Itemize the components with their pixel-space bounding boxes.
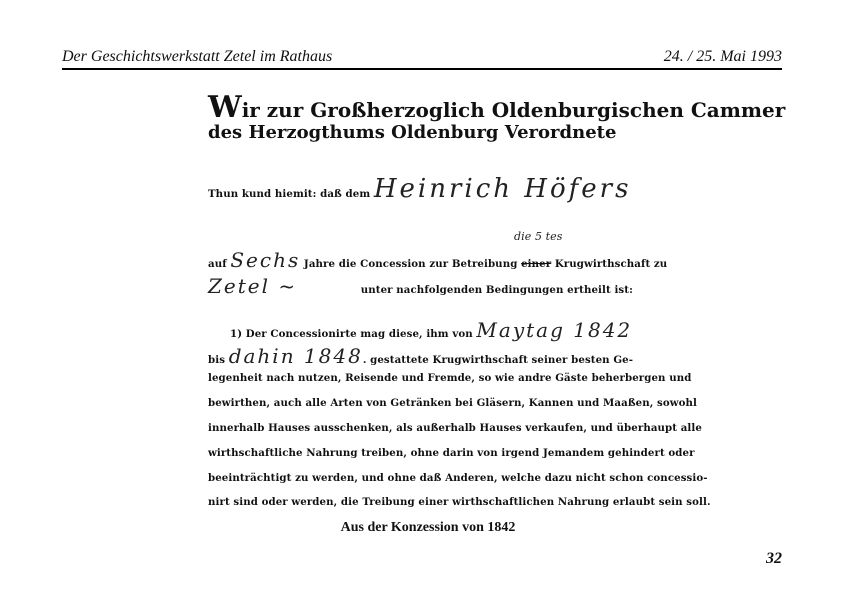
doc-print-text: . gestattete Krugwirthschaft seiner besten Ge- — [362, 354, 634, 366]
doc-line-place — [208, 274, 633, 298]
doc-text-line: wirthschaftliche Nahrung treiben, ohne darin von irgend Jemandem gehindert oder — [208, 447, 695, 459]
page-number: 32 — [766, 550, 782, 567]
handwritten-insert: die 5 tes — [514, 230, 563, 243]
document-title-line2: des Herzogthums Oldenburg Verordnete — [208, 122, 617, 143]
doc-text-line: legenheit nach nutzen, Reisende und Fremde, so wie andre Gäste beherbergen und — [208, 372, 692, 384]
doc-line-duration — [208, 248, 667, 272]
doc-print-text: bis — [208, 354, 226, 366]
doc-text-line: innerhalb Hauses ausschenken, als außerhalb Hauses verkaufen, und überhaupt alle — [208, 422, 702, 434]
doc-print-text: 1) Der Concessionirte mag diese, ihm von — [230, 328, 473, 340]
title-initial: W — [208, 90, 242, 125]
doc-text-line: bewirthen, auch alle Arten von Getränken bei Gläsern, Kannen und Maaßen, sowohl — [208, 397, 698, 409]
doc-text-line: nirt sind oder werden, die Treibung einer wirthschaftlichen Nahrung erlaubt sein soll. — [208, 496, 711, 508]
handwritten-date-from: Maytag 1842 — [476, 318, 633, 342]
doc-line-para2 — [208, 344, 633, 368]
doc-print-text: Krugwirthschaft zu — [554, 258, 668, 270]
header-title: Der Geschichtswerkstatt Zetel im Rathaus — [62, 48, 333, 65]
title-text: ir zur Großherzoglich Oldenburgischen Cammer — [241, 98, 786, 122]
doc-print-text: unter nachfolgenden Bedingungen ertheilt ist: — [360, 284, 633, 296]
handwritten-place: Zetel ~ — [208, 274, 298, 298]
doc-line-recipient — [208, 174, 631, 204]
doc-text-line: beeinträchtigt zu werden, und ohne daß Anderen, welche dazu nicht schon concessio- — [208, 472, 708, 484]
handwritten-name: Heinrich Höfers — [373, 174, 632, 204]
page-header — [62, 44, 782, 70]
doc-print-text: auf — [208, 258, 227, 270]
struck-word: einer — [521, 258, 552, 270]
header-date: 24. / 25. Mai 1993 — [663, 48, 782, 65]
doc-line-interlinear — [514, 230, 563, 243]
document-title — [208, 90, 785, 125]
doc-line-para1 — [230, 318, 632, 342]
concession-document-scan — [196, 82, 786, 512]
doc-print-text: Thun kund hiemit: daß dem — [208, 188, 371, 200]
handwritten-years: Sechs — [230, 248, 301, 272]
doc-print-text: Jahre die Concession zur Betreibung — [303, 258, 518, 270]
handwritten-date-to: dahin 1848 — [228, 344, 363, 368]
figure-caption: Aus der Konzession von 1842 — [340, 520, 516, 535]
